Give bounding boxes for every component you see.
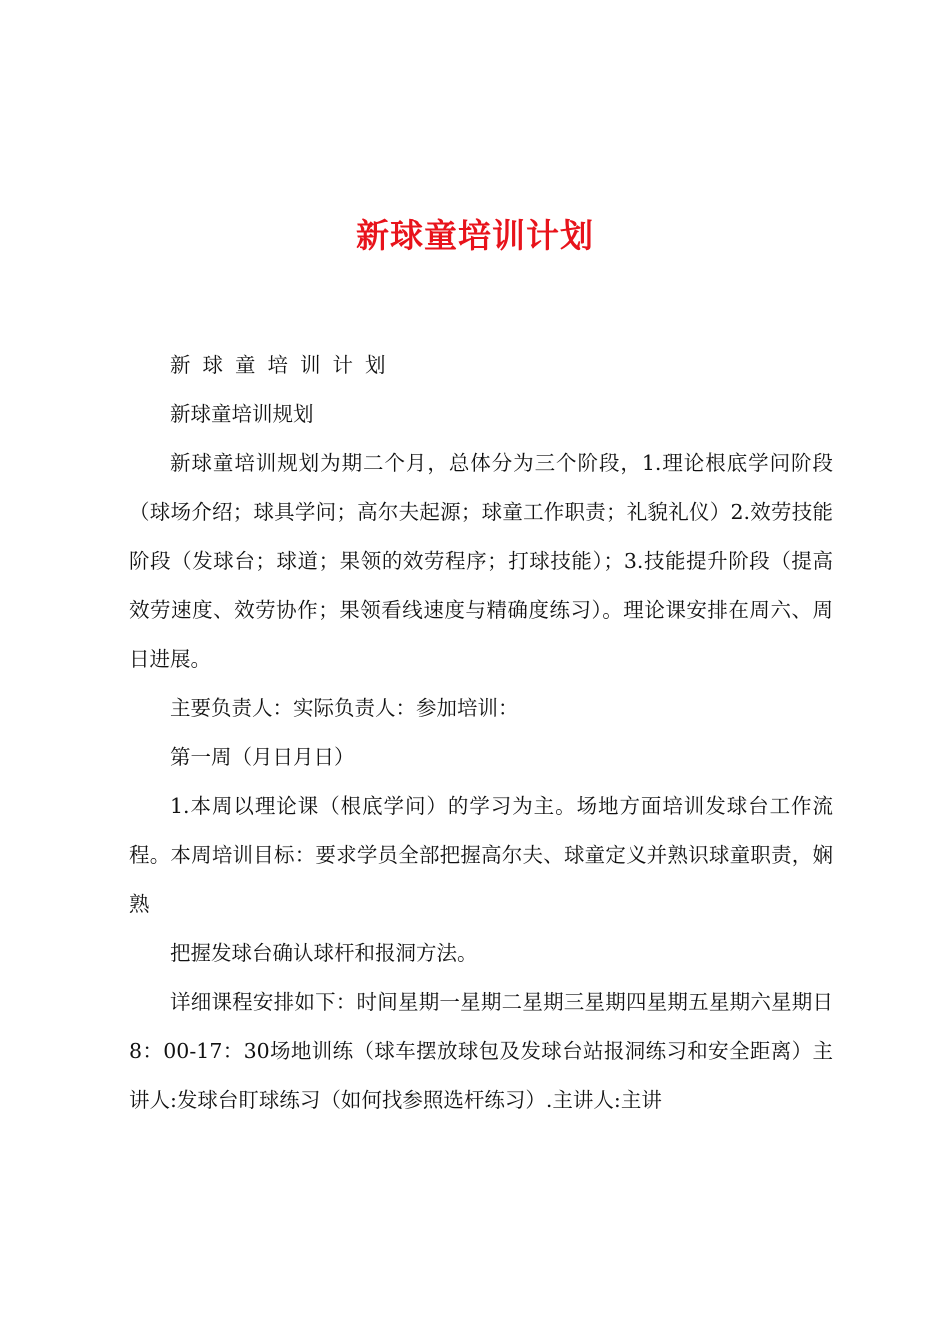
paragraph-schedule: 详细课程安排如下：时间星期一星期二星期三星期四星期五星期六星期日8：00-17：30场地训练（球车摆放球包及发球台站报洞练习和安全距离）主讲人:发球台盯球练习（如何找参照选杆练习）.主讲人:主讲 — [129, 990, 833, 1112]
document-body — [129, 341, 833, 1125]
paragraph-week-one-detail: 1.本周以理论课（根底学问）的学习为主。场地方面培训发球台工作流程。本周培训目标：要求学员全部把握高尔夫、球童定义并熟识球童职责，娴熟 — [129, 794, 833, 916]
paragraph-overview: 新球童培训规划为期二个月，总体分为三个阶段，1.理论根底学问阶段（球场介绍；球具学问；高尔夫起源；球童工作职责；礼貌礼仪）2.效劳技能阶段（发球台；球道；果领的效劳程序；打球技能）；3.技能提升阶段（提高效劳速度、效劳协作；果领看线速度与精确度练习）。理论课安排在周六、周日进展。 — [129, 451, 833, 671]
paragraph-heading: 新球童培训计划 — [170, 353, 398, 377]
paragraph-week-one: 第一周（月日月日） — [170, 745, 355, 769]
document-title: 新球童培训计划 — [356, 216, 594, 255]
paragraph-week-one-goal: 把握发球台确认球杆和报洞方法。 — [170, 941, 478, 965]
paragraph-responsible: 主要负责人：实际负责人：参加培训： — [170, 696, 519, 720]
paragraph-subheading: 新球童培训规划 — [170, 402, 314, 426]
